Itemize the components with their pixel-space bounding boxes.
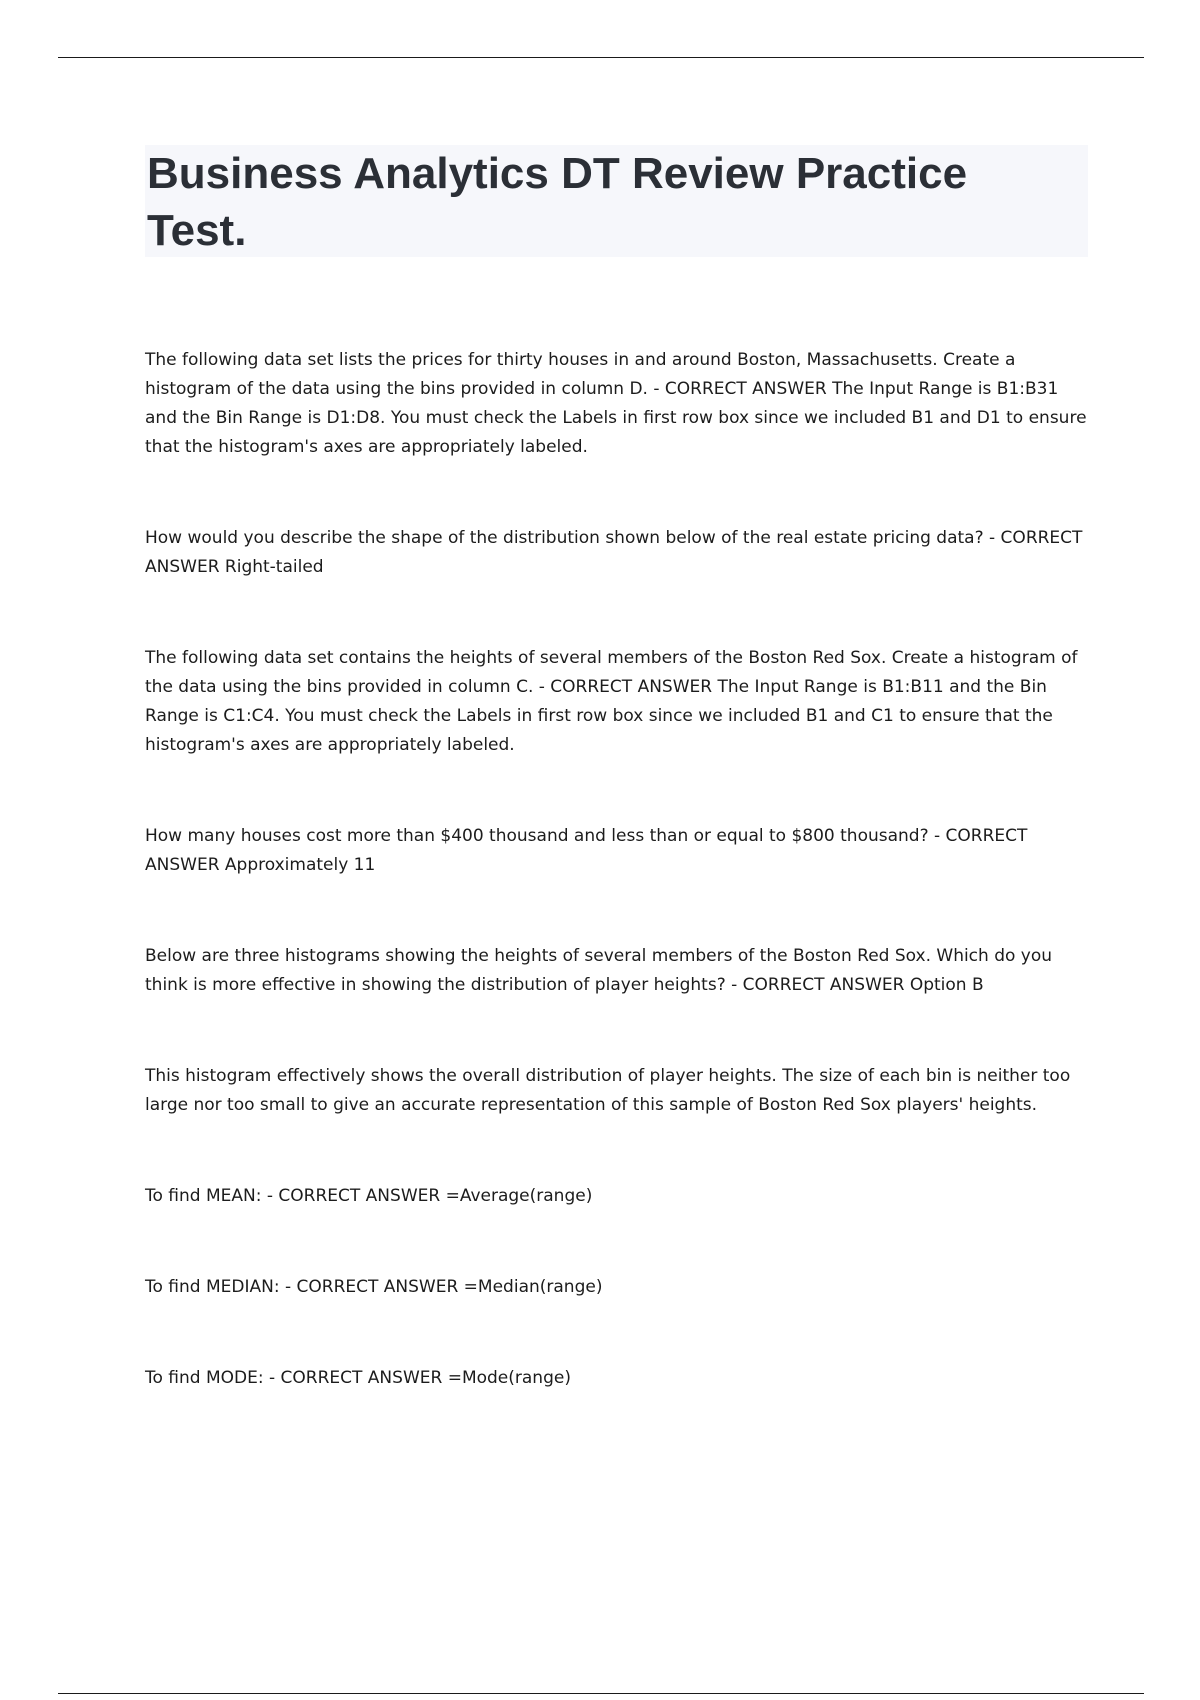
qa-entry: The following data set lists the prices for thirty houses in and around Boston, Massachusetts. Create a histogram of the data using the bins provided in column D. - CORRECT ANSWER The Input Range is B1:B31 and the Bin Range is D1:D8. You must check the Labels in first row box since we included B1 and D1 to ensure that the histogram's axes are appropriately labeled. — [145, 350, 1087, 457]
header-rule — [58, 57, 1144, 58]
qa-entry: How many houses cost more than $400 thousand and less than or equal to $800 thousand? - CORRECT ANSWER Approximately 11 — [145, 826, 1028, 875]
qa-entry: To find MODE: - CORRECT ANSWER =Mode(range) — [145, 1368, 571, 1388]
qa-entry: How would you describe the shape of the distribution shown below of the real estate pricing data? - CORRECT ANSWER Right-tailed — [145, 528, 1083, 577]
qa-entry: This histogram effectively shows the overall distribution of player heights. The size of each bin is neither too large nor too small to give an accurate representation of this sample of Boston Red Sox players' heights. — [145, 1066, 1071, 1115]
footer-rule — [58, 1693, 1144, 1694]
qa-entry: To find MEAN: - CORRECT ANSWER =Average(range) — [145, 1186, 593, 1206]
qa-entry: To find MEDIAN: - CORRECT ANSWER =Median(range) — [145, 1277, 603, 1297]
document-body — [145, 346, 1090, 1393]
qa-entry: The following data set contains the heights of several members of the Boston Red Sox. Create a histogram of the data using the bins provided in column C. - CORRECT ANSWER The Input Range is B1:B11 and the Bin Range is C1:C4. You must check the Labels in first row box since we included B1 and C1 to ensure that the histogram's axes are appropriately labeled. — [145, 648, 1078, 755]
page-title: Business Analytics DT Review Practice Test. — [147, 149, 968, 255]
qa-entry: Below are three histograms showing the heights of several members of the Boston Red Sox. Which do you think is more effective in showing the distribution of player heights? - CORRECT ANSWER Option B — [145, 946, 1053, 995]
